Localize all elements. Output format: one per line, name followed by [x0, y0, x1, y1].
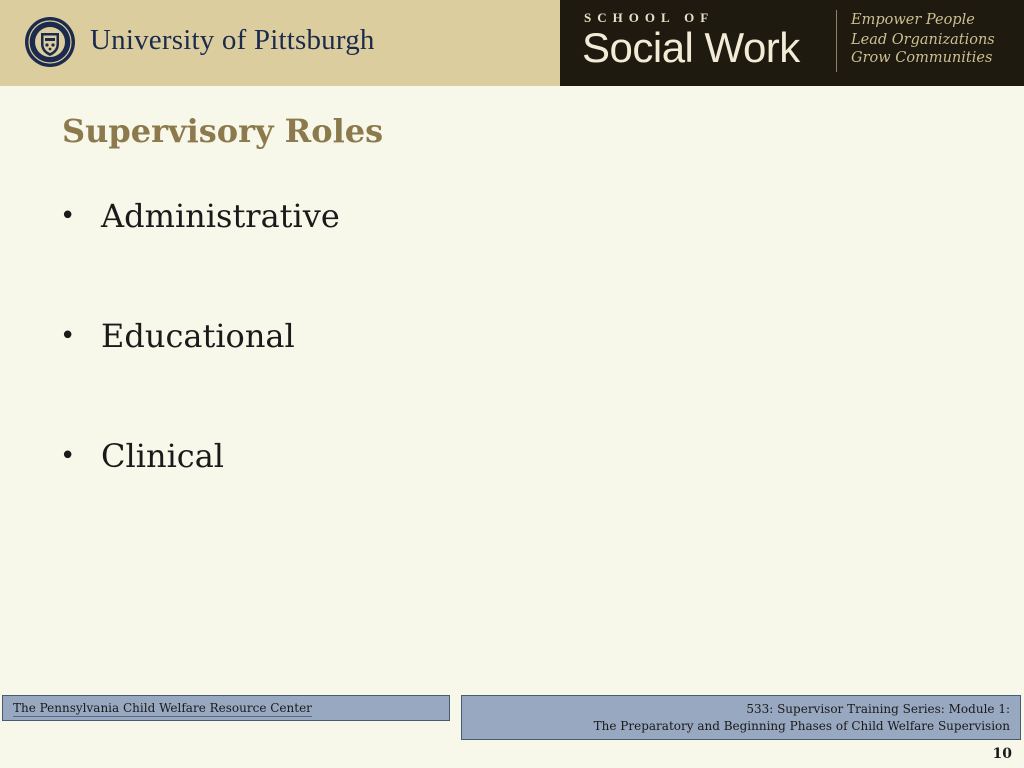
- bullet-icon: •: [60, 201, 76, 231]
- bullet-text: Administrative: [101, 197, 340, 235]
- footer-course-line: 533: Supervisor Training Series: Module 1:: [746, 702, 1010, 716]
- bullet-text: Educational: [101, 317, 295, 355]
- school-name: Social Work: [582, 24, 800, 71]
- header-banner: [0, 0, 1024, 86]
- school-of-label: SCHOOL OF: [584, 10, 715, 25]
- header-divider: [836, 10, 837, 72]
- slide-title: Supervisory Roles: [62, 112, 384, 150]
- tagline-grow: Grow Communities: [851, 50, 993, 66]
- footer-organization: The Pennsylvania Child Welfare Resource Center: [13, 701, 312, 715]
- footer-left-box: [2, 695, 450, 721]
- university-seal-icon: [24, 16, 76, 68]
- bullet-icon: •: [60, 441, 76, 471]
- university-name: University of Pittsburgh: [90, 24, 375, 56]
- bullet-icon: •: [60, 321, 76, 351]
- tagline-lead: Lead Organizations: [851, 32, 995, 48]
- footer-right-box: [461, 695, 1021, 740]
- tagline-empower: Empower People: [851, 12, 975, 28]
- page-number: 10: [992, 746, 1012, 762]
- footer-module-line: The Preparatory and Beginning Phases of Child Welfare Supervision: [593, 719, 1010, 733]
- bullet-text: Clinical: [101, 437, 225, 475]
- header-left-panel: [0, 0, 560, 86]
